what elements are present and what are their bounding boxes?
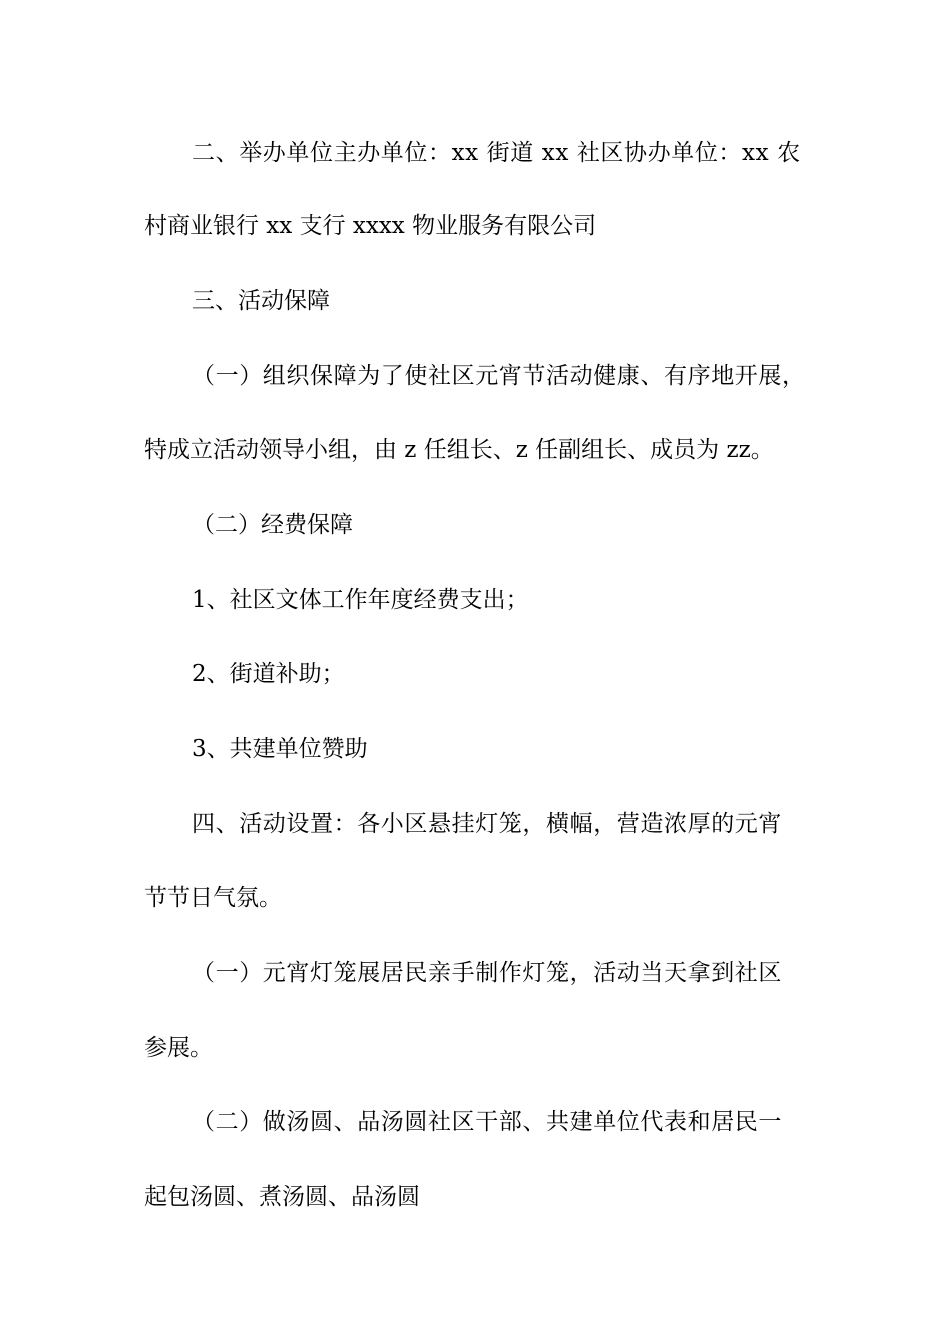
paragraph-line-setup-cont: 节节日气氛。 xyxy=(144,885,282,911)
paragraph-line-tangyuan: （二）做汤圆、品汤圆社区干部、共建单位代表和居民一 xyxy=(192,1109,782,1135)
paragraph-line-org-guarantee: （一）组织保障为了使社区元宵节活动健康、有序地开展， xyxy=(192,363,806,389)
paragraph-line-lantern-show-cont: 参展。 xyxy=(144,1035,213,1061)
list-item-funding-2: 2、街道补助； xyxy=(192,661,345,687)
paragraph-line-tangyuan-cont: 起包汤圆、煮汤圆、品汤圆 xyxy=(144,1184,420,1210)
list-item-funding-1: 1、社区文体工作年度经费支出； xyxy=(192,587,529,613)
list-item-funding-3: 3、共建单位赞助 xyxy=(192,736,368,762)
paragraph-line-lantern-show: （一）元宵灯笼展居民亲手制作灯笼，活动当天拿到社区 xyxy=(192,960,782,986)
subheading-funding: （二）经费保障 xyxy=(192,512,353,538)
paragraph-line-organizers: 二、举办单位主办单位：xx 街道 xx 社区协办单位：xx 农 xyxy=(192,140,801,166)
section-heading-guarantee: 三、活动保障 xyxy=(192,288,330,314)
paragraph-line-organizers-cont: 村商业银行 xx 支行 xxxx 物业服务有限公司 xyxy=(144,213,597,239)
section-heading-setup: 四、活动设置：各小区悬挂灯笼，横幅，营造浓厚的元宵 xyxy=(192,811,782,837)
paragraph-line-org-guarantee-cont: 特成立活动领导小组，由 z 任组长、z 任副组长、成员为 zz。 xyxy=(144,437,774,463)
